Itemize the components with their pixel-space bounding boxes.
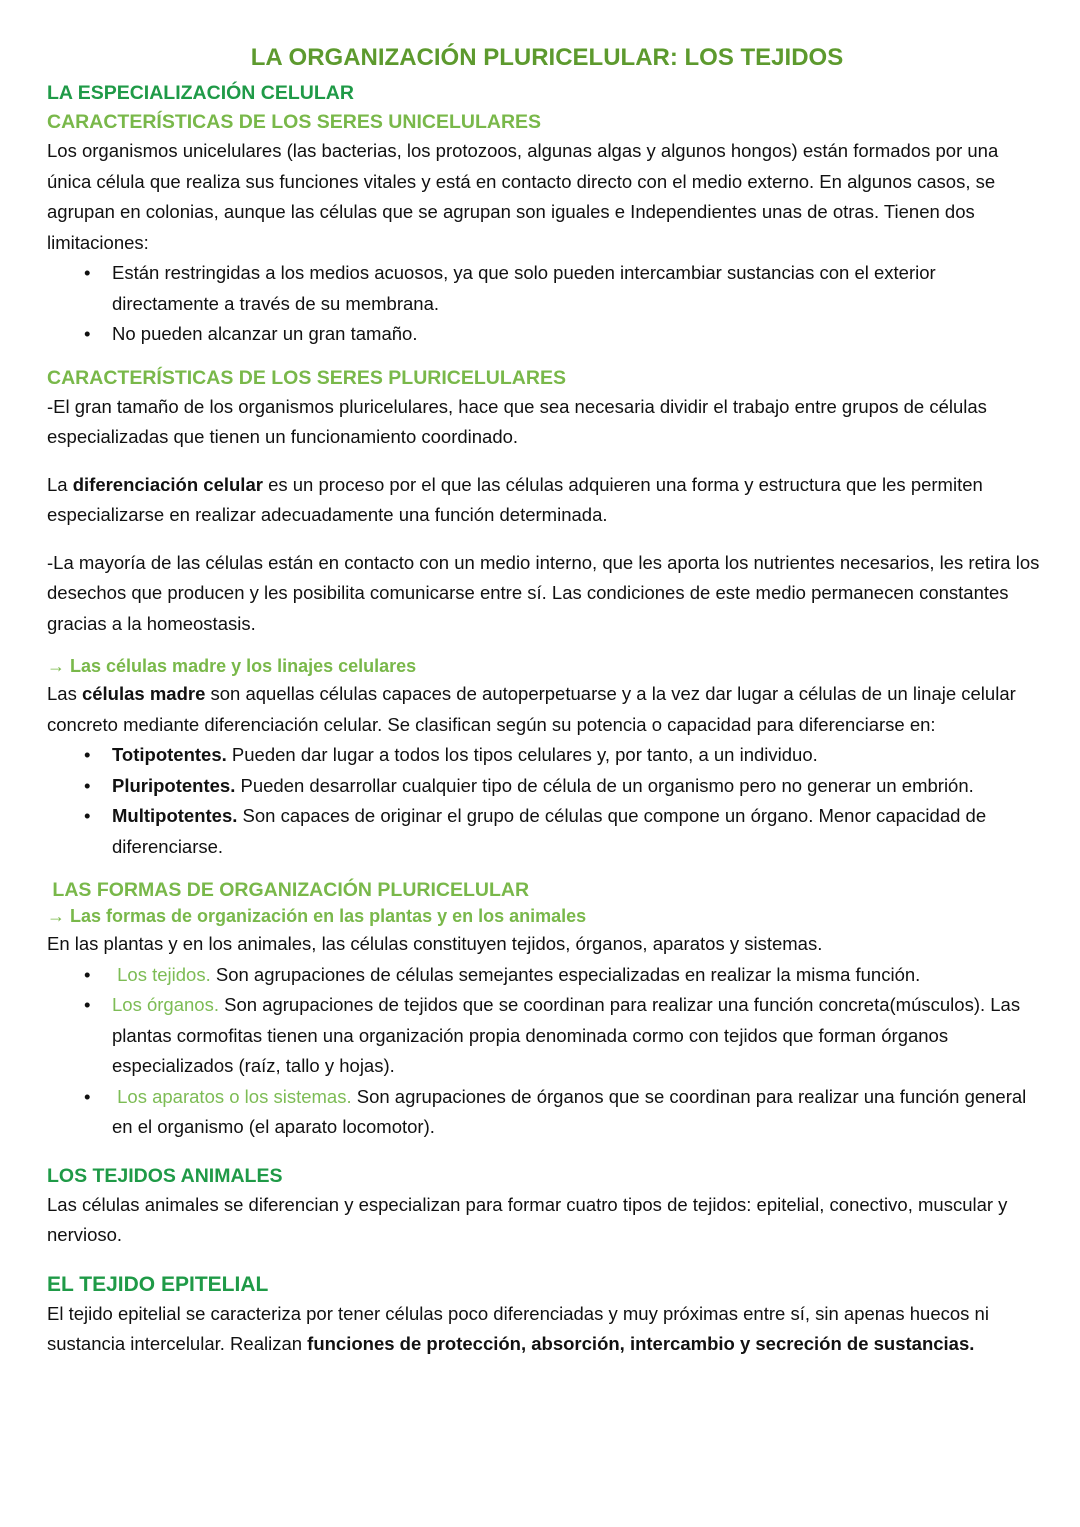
bullet-icon: • — [84, 963, 91, 985]
page-title: LA ORGANIZACIÓN PLURICELULAR: LOS TEJIDOS — [250, 44, 844, 71]
subheading-multicellular: CARACTERÍSTICAS DE LOS SERES PLURICELULARES — [47, 366, 566, 389]
bullet-icon: • — [84, 744, 91, 765]
list-item: • Multipotentes. Son capaces de originar el grupo de células que compone un órgano. Menor capacidad de diferenciarse. — [112, 801, 1047, 862]
section-heading-specialization: LA ESPECIALIZACIÓN CELULAR — [47, 82, 354, 104]
section-heading-organization-forms: LAS FORMAS DE ORGANIZACIÓN PLURICELULAR — [47, 879, 530, 901]
list-item: • Los órganos. Son agrupaciones de tejidos que se coordinan para realizar una función concreta(músculos). Las plantas cormofitas tienen una organización propia denominada cormo con tejidos que forman órganos especializados (raíz, tallo y hojas). — [112, 990, 1047, 1082]
bullet-icon: • — [84, 994, 91, 1015]
list-item: • No pueden alcanzar un gran tamaño. — [112, 319, 1047, 350]
limitations-list — [47, 258, 1047, 350]
paragraph-unicellular: Los organismos unicelulares (las bacterias, los protozoos, algunas algas y algunos hongos) están formados por una única célula que realiza sus funciones vitales y está en contacto directo con el medio externo. En algunos casos, se agrupan en colonias, aunque las células que se agrupan son iguales e Independientes unas de otras. Tienen dos limitaciones: — [47, 140, 999, 253]
paragraph-organization: En las plantas y en los animales, las células constituyen tejidos, órganos, aparatos y sistemas. — [47, 933, 823, 954]
organization-levels-list — [47, 960, 1047, 1143]
paragraph-epithelial: El tejido epitelial se caracteriza por tener células poco diferenciadas y muy próximas entre sí, sin apenas huecos ni sustancia intercelular. Realizan funciones de protección, absorción, intercambio y secreción de sustancias. — [47, 1302, 989, 1354]
section-heading-epithelial: EL TEJIDO EPITELIAL — [47, 1272, 269, 1296]
list-item: • Están restringidas a los medios acuosos, ya que solo pueden intercambiar sustancias con el exterior directamente a través de su membrana. — [112, 258, 1047, 319]
paragraph-animal-tissues: Las células animales se diferencian y especializan para formar cuatro tipos de tejidos: epitelial, conectivo, muscular y nervioso. — [47, 1193, 1008, 1245]
bullet-icon: • — [84, 805, 91, 826]
subheading-stem-cells: → Las células madre y los linajes celulares — [47, 656, 417, 676]
paragraph-multicellular: -El gran tamaño de los organismos pluricelulares, hace que sea necesaria dividir el trabajo entre grupos de células especializadas que tienen un funcionamiento coordinado. — [47, 395, 987, 447]
paragraph-internal-medium: -La mayoría de las células están en contacto con un medio interno, que les aporta los nutrientes necesarios, les retira los desechos que producen y les posibilita comunicarse entre sí. Las condiciones de este medio permanecen constantes gracias a la homeostasis. — [47, 551, 1040, 634]
paragraph-differentiation: La diferenciación celular es un proceso por el que las células adquieren una forma y estructura que les permiten especializarse en realizar adecuadamente una función determinada. — [47, 473, 983, 525]
bullet-icon: • — [84, 323, 91, 344]
document-page — [47, 44, 1047, 1360]
bullet-icon: • — [84, 1085, 91, 1107]
list-item: • Los tejidos. Son agrupaciones de células semejantes especializadas en realizar la misma función. — [112, 960, 1047, 991]
list-item: • Los aparatos o los sistemas. Son agrupaciones de órganos que se coordinan para realizar una función general en el organismo (el aparato locomotor). — [112, 1082, 1047, 1143]
bullet-icon: • — [84, 774, 91, 796]
paragraph-stem-cells: Las células madre son aquellas células capaces de autoperpetuarse y a la vez dar lugar a células de un linaje celular concreto mediante diferenciación celular. Se clasifican según su potencia o capacidad para diferenciarse en: — [47, 683, 1016, 735]
list-item: • Totipotentes. Pueden dar lugar a todos los tipos celulares y, por tanto, a un individuo. — [112, 740, 1047, 771]
bullet-icon: • — [84, 262, 91, 283]
subheading-unicellular: CARACTERÍSTICAS DE LOS SERES UNICELULARES — [47, 111, 542, 133]
subheading-plants-animals: → Las formas de organización en las plantas y en los animales — [47, 906, 587, 926]
section-heading-animal-tissues: LOS TEJIDOS ANIMALES — [47, 1164, 283, 1187]
list-item: • Pluripotentes. Pueden desarrollar cualquier tipo de célula de un organismo pero no generar un embrión. — [112, 771, 1047, 802]
stem-cell-types-list — [47, 740, 1047, 862]
